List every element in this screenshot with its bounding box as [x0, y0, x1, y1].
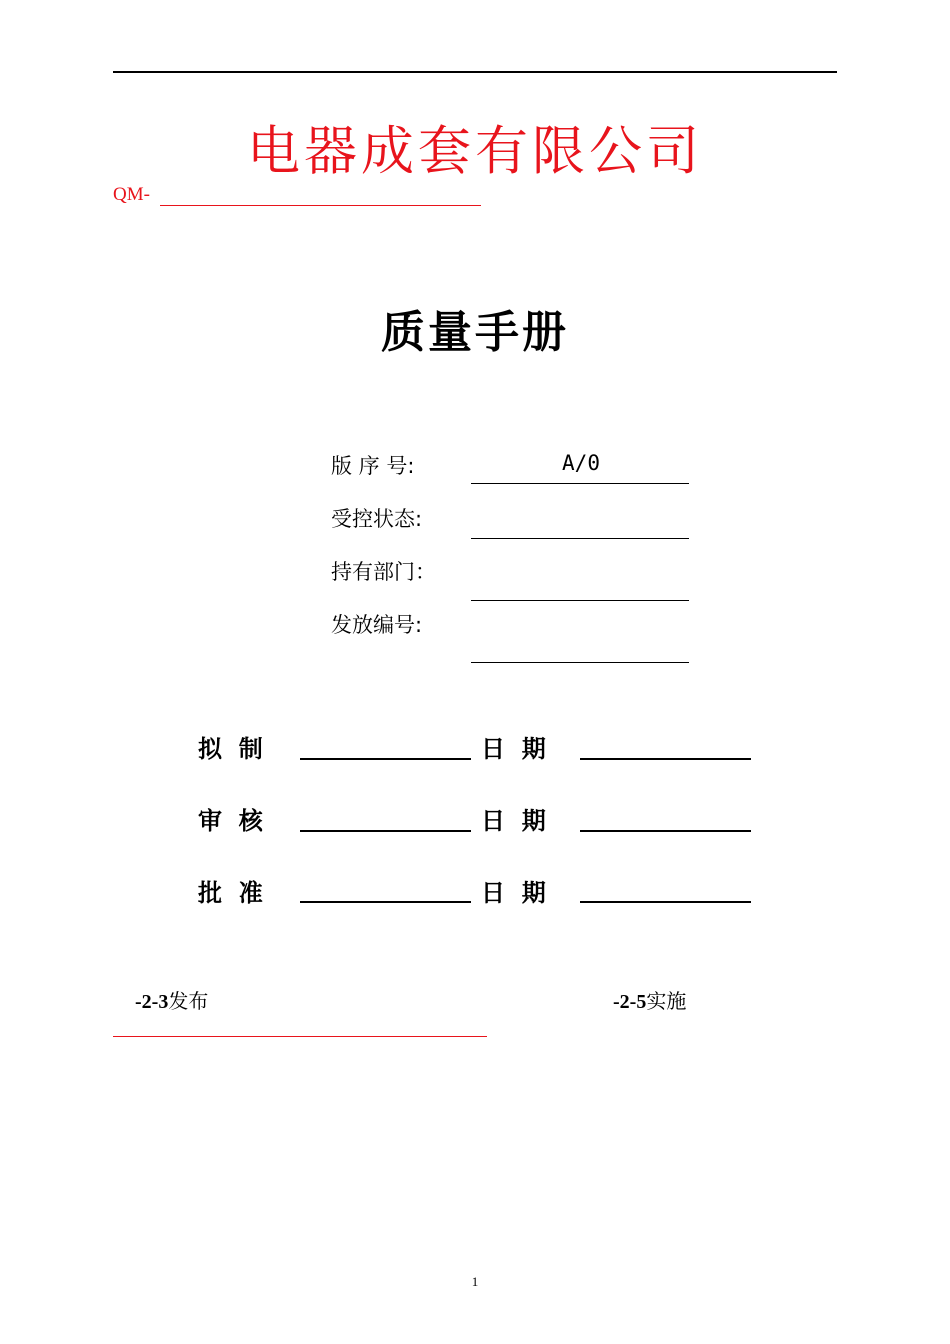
approved-date-label: 日 期 — [481, 879, 546, 907]
header-rule — [113, 71, 837, 73]
reviewed-date-line — [580, 830, 751, 832]
approved-date-line — [580, 901, 751, 903]
implement-number: -2-5 — [613, 991, 647, 1013]
version-label: 版 序 号: — [331, 454, 415, 478]
issue-number-label: 发放编号: — [331, 613, 423, 637]
version-value: A/0 — [562, 451, 600, 475]
approved-by-label: 批 准 — [198, 879, 263, 907]
document-code-prefix: QM- — [113, 184, 150, 205]
reviewed-by-line — [300, 830, 471, 832]
holder-department-label: 持有部门： — [331, 560, 436, 584]
release-date — [135, 985, 208, 1014]
document-code-line — [160, 205, 481, 206]
release-text: 发布 — [168, 989, 209, 1013]
company-name: 电器成套有限公司 — [247, 121, 703, 182]
implement-date — [613, 985, 686, 1014]
control-status-label: 受控状态: — [331, 507, 423, 531]
drafted-by-label: 拟 制 — [198, 735, 263, 763]
implement-text: 实施 — [646, 989, 687, 1013]
drafted-by-line — [300, 758, 471, 760]
approved-by-line — [300, 901, 471, 903]
reviewed-date-label: 日 期 — [481, 807, 546, 835]
version-line — [471, 483, 689, 484]
drafted-date-line — [580, 758, 751, 760]
reviewed-by-label: 审 核 — [198, 807, 263, 835]
release-number: -2-3 — [135, 991, 169, 1013]
drafted-date-label: 日 期 — [481, 735, 546, 763]
issue-number-line — [471, 662, 689, 663]
footer-rule — [113, 1036, 487, 1037]
control-status-line — [471, 538, 689, 539]
holder-department-line — [471, 600, 689, 601]
document-title: 质量手册 — [381, 307, 569, 358]
page-number: 1 — [471, 1274, 479, 1289]
